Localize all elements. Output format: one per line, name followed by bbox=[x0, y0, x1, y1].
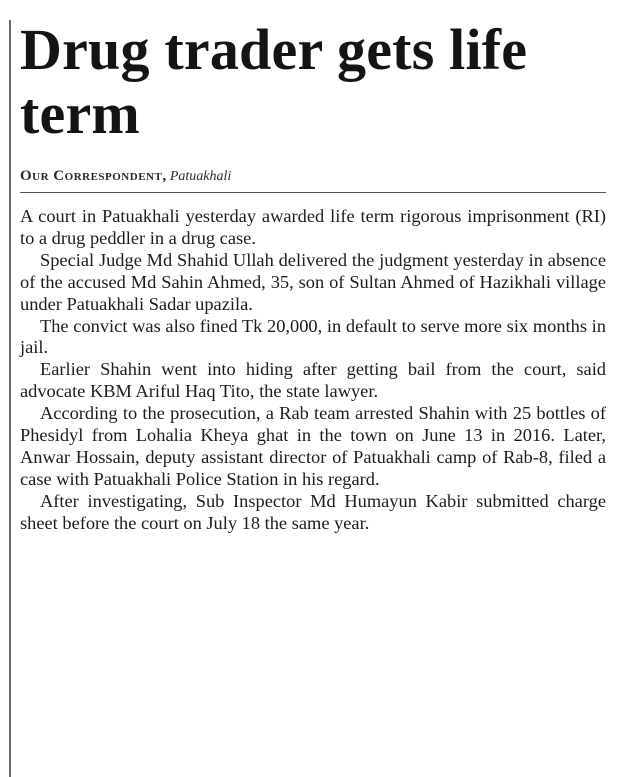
column-rule bbox=[9, 20, 11, 777]
headline: Drug trader gets life term bbox=[20, 17, 528, 146]
byline bbox=[20, 166, 612, 186]
news-article bbox=[20, 18, 612, 535]
paragraph: A court in Patuakhali yesterday awarded life term rigorous imprisonment (RI) to a drug peddler in a drug case. bbox=[20, 206, 606, 248]
byline-divider bbox=[20, 192, 606, 193]
byline-separator: , bbox=[162, 168, 167, 184]
article-body bbox=[20, 206, 606, 535]
paragraph: Earlier Shahin went into hiding after getting bail from the court, said advocate KBM Ariful Haq Tito, the state lawyer. bbox=[20, 359, 606, 402]
paragraph: After investigating, Sub Inspector Md Humayun Kabir submitted charge sheet before the court on July 18 the same year. bbox=[20, 490, 606, 533]
paragraph: Special Judge Md Shahid Ullah delivered the judgment yesterday in absence of the accused Md Sahin Ahmed, 35, son of Sultan Ahmed of Hazikhali village under Patuakhali Sadar upazila. bbox=[20, 249, 606, 314]
byline-author: Our Correspondent bbox=[20, 168, 163, 184]
paragraph: According to the prosecution, a Rab team arrested Shahin with 25 bottles of Phesidyl from Lohalia Kheya ghat in the town on June 13 in 2016. Later, Anwar Hossain, deputy assistant director of Patuakhali camp of Rab-8, filed a case with Patuakhali Police Station in his regard. bbox=[20, 403, 606, 489]
byline-location: Patuakhali bbox=[169, 169, 232, 184]
paragraph: The convict was also fined Tk 20,000, in default to serve more six months in jail. bbox=[20, 315, 606, 358]
